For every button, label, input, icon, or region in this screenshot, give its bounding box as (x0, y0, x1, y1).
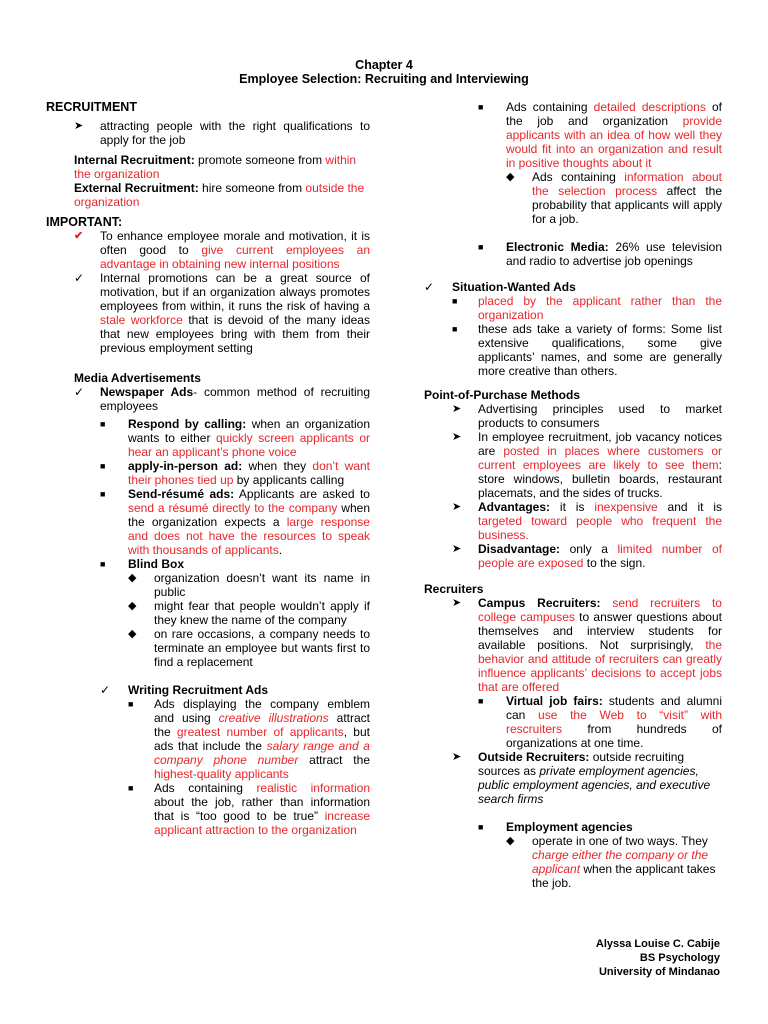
check-icon: ✓ (100, 683, 111, 697)
square-bullet-icon: ■ (452, 296, 458, 306)
check-icon: ✓ (424, 280, 435, 294)
author-program: BS Psychology (639, 952, 720, 964)
list-item: ■ placed by the applicant rather than the organization (452, 294, 722, 322)
square-bullet-icon: ■ (100, 419, 106, 429)
list-item: ✔ To enhance employee morale and motivation, it is often good to give current employees an advantage in obtaining new internal positions (74, 229, 370, 271)
pop-heading: Point-of-Purchase Methods (424, 388, 581, 402)
diamond-bullet-icon: ◆ (128, 628, 137, 640)
arrow-bullet-icon: ➤ (74, 120, 84, 132)
list-item: ➤ Disadvantage: only a limited number of people are exposed to the sign. (452, 542, 722, 570)
list-item: ◆ on rare occasions, a company needs to terminate an employee but wants first to find a replacement (128, 627, 370, 669)
list-item: ■ Send-résumé ads: Applicants are asked to send a résumé directly to the company when the organization expects a large response and does not have the resources to speak with thousands of applicants. (100, 487, 370, 557)
list-item: ✓ Internal promotions can be a great source of motivation, but if an organization always promotes employees from within, it runs the risk of having a stale workforce that is devoid of the many ideas that new employees bring with them from their previous employment setting (74, 271, 370, 355)
list-item: ➤ attracting people with the right qualifications to apply for the job (74, 119, 370, 147)
list-item: ◆ operate in one of two ways. They charge either the company or the applicant when the applicant takes the job. (506, 834, 716, 890)
recruiters-heading: Recruiters (424, 582, 484, 596)
square-bullet-icon: ■ (452, 324, 458, 334)
list-item: ◆ Ads containing information about the selection process affect the probability that applicants will apply for a job. (506, 170, 722, 226)
square-bullet-icon: ■ (100, 559, 106, 569)
list-item: ■ Ads containing detailed descriptions of the job and organization provide applicants with an idea of how well they would fit into an organization and result in positive thoughts about it (478, 100, 722, 170)
diamond-bullet-icon: ◆ (128, 600, 137, 612)
important-heading: IMPORTANT: (46, 215, 123, 229)
arrow-bullet-icon: ➤ (452, 597, 462, 609)
diamond-bullet-icon: ◆ (506, 835, 515, 847)
square-bullet-icon: ■ (128, 699, 134, 709)
diamond-bullet-icon: ◆ (128, 572, 137, 584)
arrow-bullet-icon: ➤ (452, 501, 462, 513)
square-bullet-icon: ■ (478, 102, 484, 112)
author-name: Alyssa Louise C. Cabije (595, 938, 720, 950)
arrow-bullet-icon: ➤ (452, 431, 462, 443)
list-item: ✓ Situation-Wanted Ads (424, 280, 576, 294)
author-school: University of Mindanao (598, 966, 720, 978)
list-item: ■ Electronic Media: 26% use television and radio to advertise job openings (478, 240, 722, 268)
list-item: ■ apply-in-person ad: when they don’t want their phones tied up by applicants calling (100, 459, 371, 487)
list-item: ➤ Advantages: it is inexpensive and it is targeted toward people who frequent the business. (452, 500, 722, 542)
list-item: ◆ organization doesn’t want its name in public (128, 571, 370, 599)
square-bullet-icon: ■ (128, 783, 134, 793)
list-item: ➤ Campus Recruiters: send recruiters to college campuses to answer questions about themselves and interview students for available positions. Not surprisingly, the behavior and attitude of recruiters can greatly influence applicants’ decisions to accept jobs that are offered (452, 596, 722, 694)
arrow-bullet-icon: ➤ (452, 543, 462, 555)
square-bullet-icon: ■ (100, 461, 106, 471)
check-icon: ✓ (74, 385, 85, 399)
list-item: ■ Virtual job fairs: students and alumni can use the Web to “visit” with rescruiters from hundreds of organizations at one time. (478, 694, 722, 750)
list-item: ➤ Outside Recruiters: outside recruiting sources as private employment agencies, public employment agencies, and executive search firms (452, 750, 711, 806)
square-bullet-icon: ■ (100, 489, 106, 499)
square-bullet-icon: ■ (478, 822, 484, 832)
diamond-bullet-icon: ◆ (506, 171, 515, 183)
chapter-number: Chapter 4 (355, 58, 413, 72)
right-column (424, 100, 722, 890)
list-item: ■ Respond by calling: when an organization wants to either quickly screen applicants or hear an applicant’s phone voice (100, 417, 371, 459)
list-item: ■ these ads take a variety of forms: Some list extensive qualifications, some give applicants’ names, and some are generally more creative than others. (452, 322, 722, 378)
square-bullet-icon: ■ (478, 242, 484, 252)
recruitment-heading: RECRUITMENT (46, 100, 137, 114)
media-heading: Media Advertisements (74, 371, 201, 385)
left-column (46, 100, 370, 837)
list-item: ➤ In employee recruitment, job vacancy notices are posted in places where customers or current employees are likely to see them: store windows, bulletin boards, restaurant placemats, and the sides of trucks. (452, 430, 722, 500)
internal-recruitment: Internal Recruitment: promote someone from within the organization (74, 153, 357, 181)
arrow-bullet-icon: ➤ (452, 751, 462, 763)
list-item: ✓ Newspaper Ads- common method of recruiting employees (74, 385, 370, 413)
external-recruitment: External Recruitment: hire someone from outside the organization (74, 181, 365, 209)
list-item: ■ Ads containing realistic information about the job, rather than information that is “too good to be true” increase applicant attraction to the organization (128, 781, 370, 837)
check-icon: ✓ (74, 271, 85, 285)
arrow-bullet-icon: ➤ (452, 403, 462, 415)
red-check-icon: ✔ (74, 230, 84, 242)
list-item: ■ Ads displaying the company emblem and using creative illustrations attract the greatest number of applicants, but ads that include the salary range and a company phone number attract the highest-quality applicants (128, 697, 370, 781)
list-item: ■ Employment agencies (478, 820, 633, 834)
chapter-title: Employee Selection: Recruiting and Interviewing (239, 72, 529, 86)
list-item: ◆ might fear that people wouldn’t apply if they knew the name of the company (128, 599, 370, 627)
square-bullet-icon: ■ (478, 696, 484, 706)
list-item: ✓ Writing Recruitment Ads (100, 683, 269, 697)
list-item: ■ Blind Box (100, 557, 184, 571)
list-item: ➤ Advertising principles used to market products to consumers (452, 402, 722, 430)
